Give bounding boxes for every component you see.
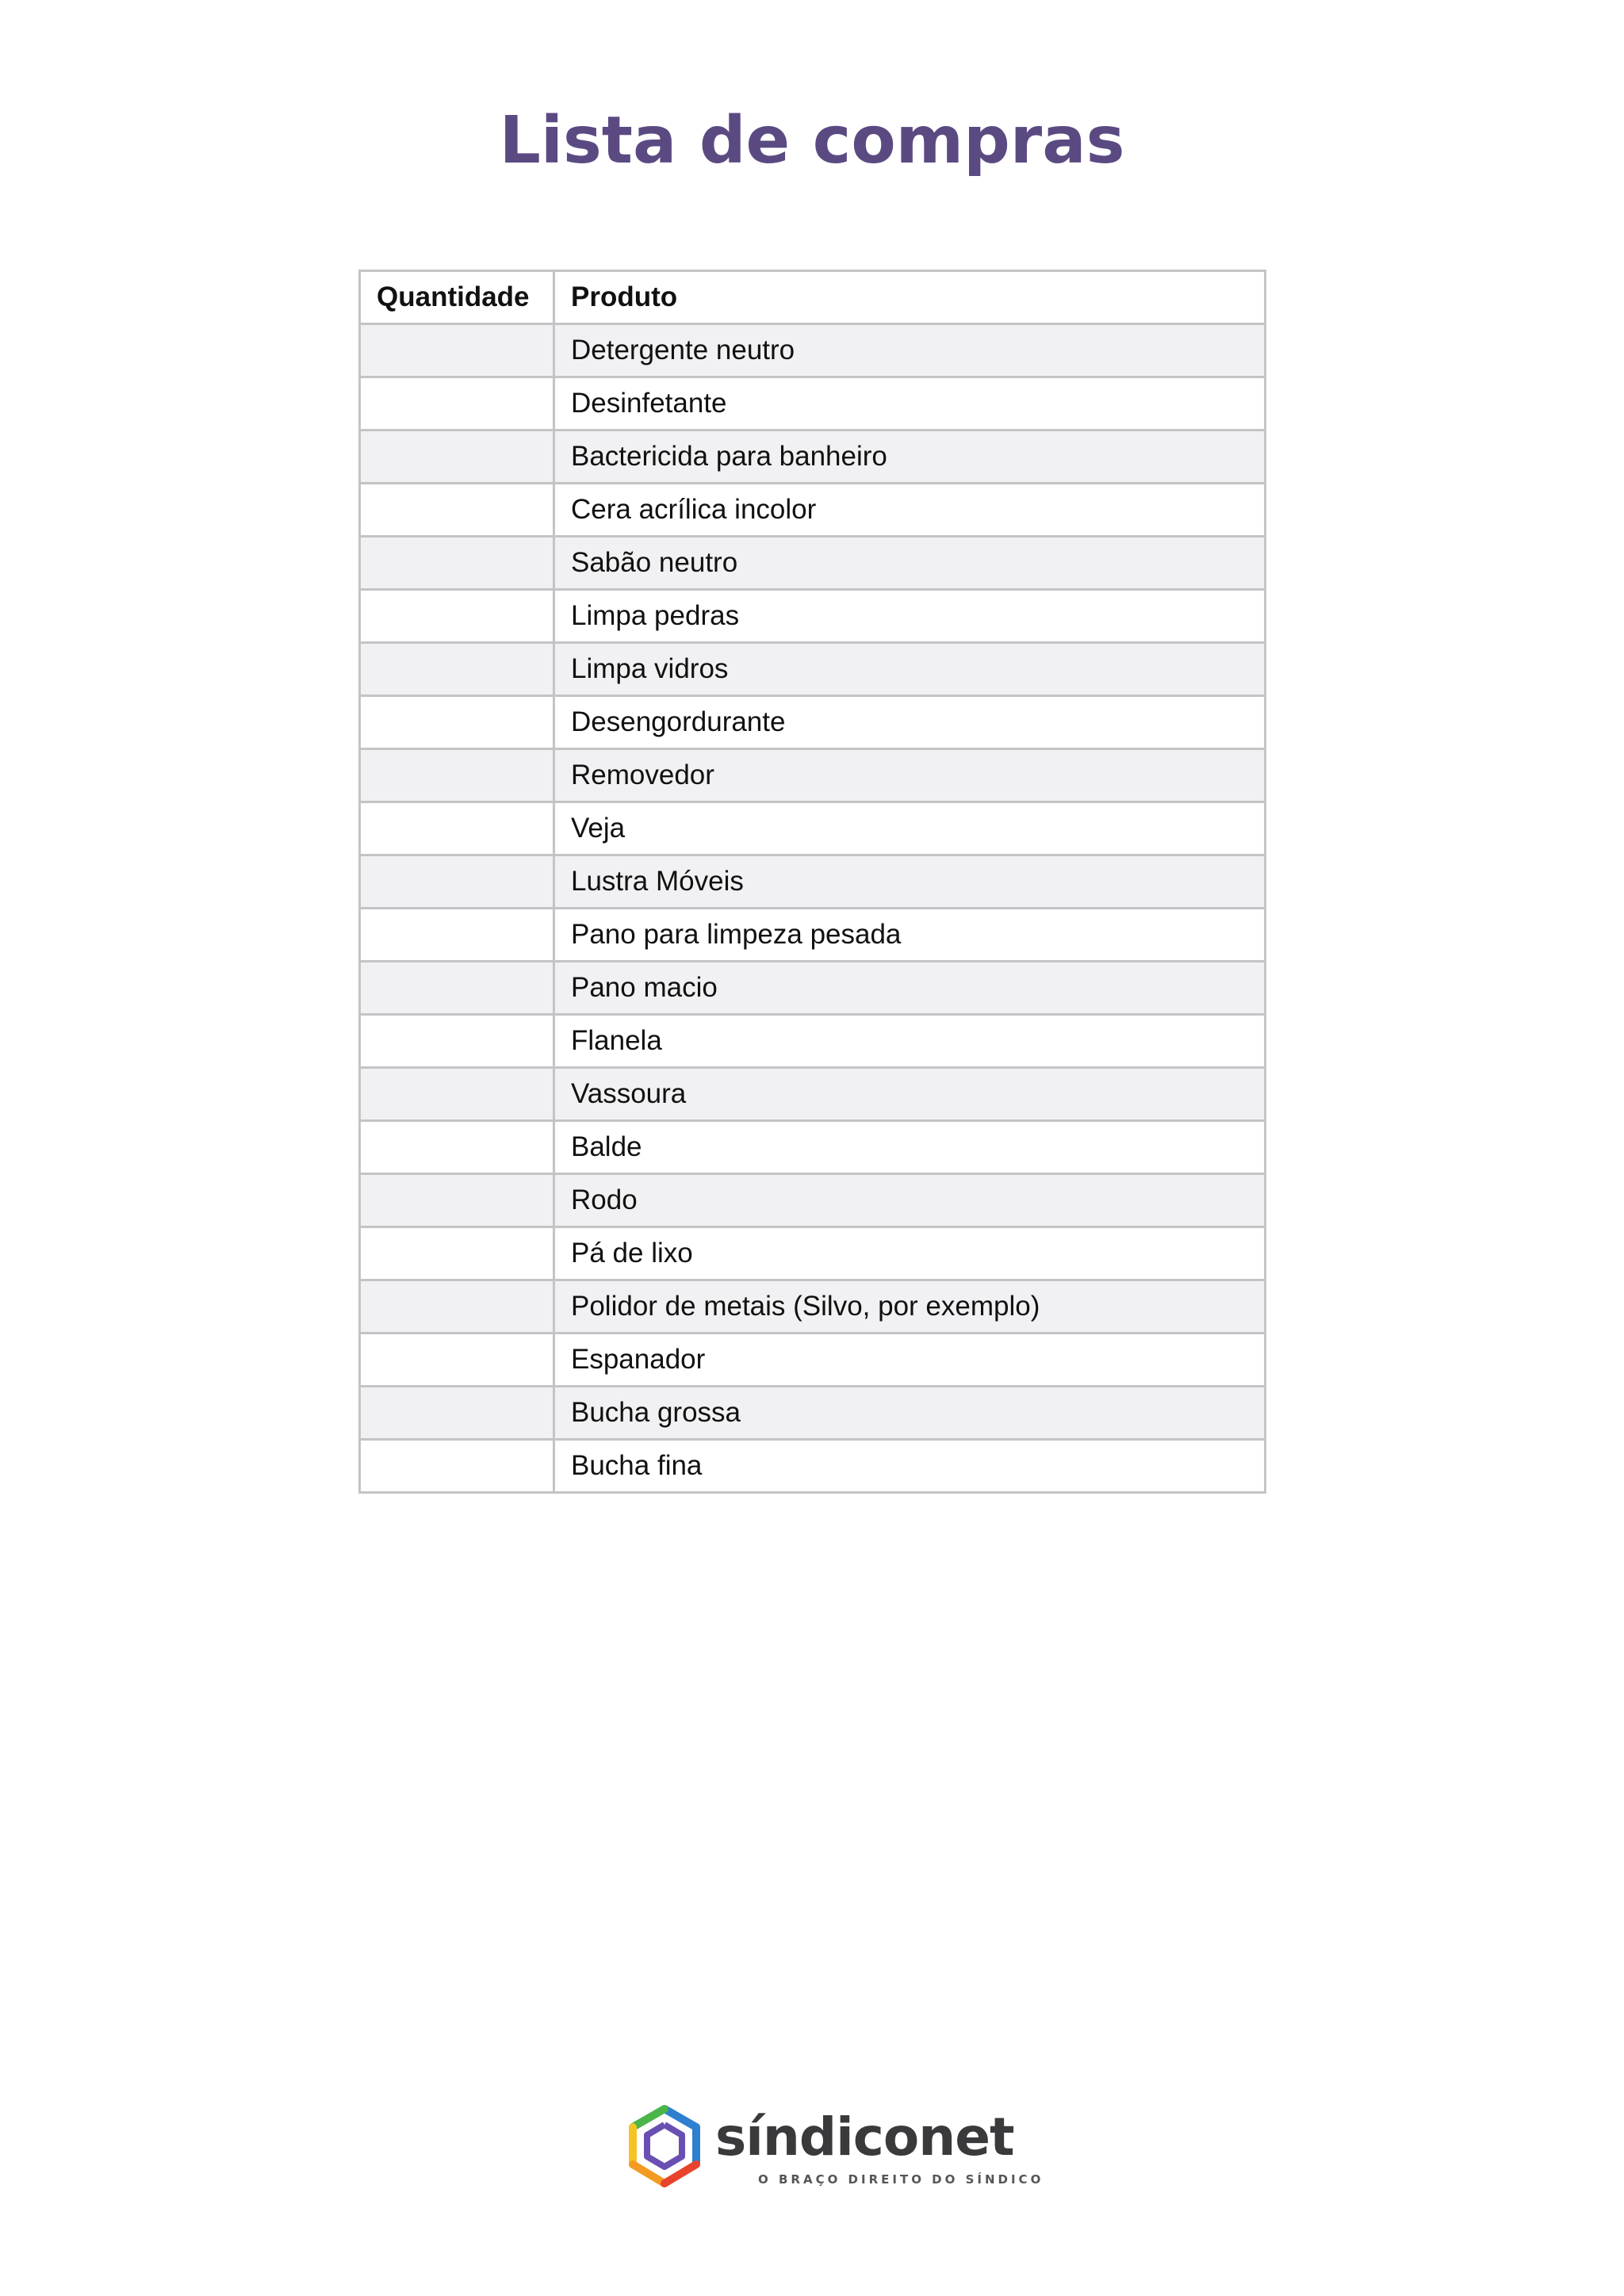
quantity-cell[interactable]	[360, 1387, 554, 1440]
quantity-cell[interactable]	[360, 484, 554, 537]
product-cell: Rodo	[554, 1174, 1266, 1227]
product-cell: Desengordurante	[554, 696, 1266, 749]
quantity-cell[interactable]	[360, 590, 554, 643]
quantity-cell[interactable]	[360, 324, 554, 377]
table-row	[360, 430, 1266, 484]
quantity-cell[interactable]	[360, 909, 554, 962]
table-header-row	[360, 271, 1266, 324]
quantity-cell[interactable]	[360, 855, 554, 909]
product-cell: Sabão neutro	[554, 537, 1266, 590]
product-cell: Removedor	[554, 749, 1266, 802]
quantity-cell[interactable]	[360, 1280, 554, 1334]
product-cell: Limpa vidros	[554, 643, 1266, 696]
quantity-cell[interactable]	[360, 643, 554, 696]
product-cell: Veja	[554, 802, 1266, 855]
product-cell: Desinfetante	[554, 377, 1266, 430]
product-cell: Polidor de metais (Silvo, por exemplo)	[554, 1280, 1266, 1334]
table-row	[360, 484, 1266, 537]
table-row	[360, 1440, 1266, 1493]
table-row	[360, 643, 1266, 696]
quantity-cell[interactable]	[360, 1015, 554, 1068]
product-cell: Vassoura	[554, 1068, 1266, 1121]
page-title: Lista de compras	[499, 103, 1125, 178]
sindiconet-logo-icon	[623, 2103, 706, 2191]
quantity-cell[interactable]	[360, 537, 554, 590]
product-cell: Balde	[554, 1121, 1266, 1174]
quantity-cell[interactable]	[360, 1440, 554, 1493]
product-cell: Bucha grossa	[554, 1387, 1266, 1440]
header-product: Produto	[554, 271, 1266, 324]
product-cell: Bactericida para banheiro	[554, 430, 1266, 484]
quantity-cell[interactable]	[360, 1334, 554, 1387]
brand-tagline: O BRAÇO DIREITO DO SÍNDICO	[758, 2172, 1044, 2187]
table-row	[360, 749, 1266, 802]
quantity-cell[interactable]	[360, 1121, 554, 1174]
table-row	[360, 696, 1266, 749]
table-row	[360, 909, 1266, 962]
table-row	[360, 1015, 1266, 1068]
quantity-cell[interactable]	[360, 1174, 554, 1227]
brand-logo	[623, 2103, 1044, 2198]
table-row	[360, 324, 1266, 377]
quantity-cell[interactable]	[360, 962, 554, 1015]
table-row	[360, 1334, 1266, 1387]
quantity-cell[interactable]	[360, 377, 554, 430]
table-row	[360, 1227, 1266, 1280]
table-row	[360, 1280, 1266, 1334]
brand-name: síndiconet	[715, 2107, 1014, 2168]
product-cell: Flanela	[554, 1015, 1266, 1068]
table-row	[360, 802, 1266, 855]
product-cell: Pano para limpeza pesada	[554, 909, 1266, 962]
shopping-list-table	[358, 270, 1266, 1494]
table-row	[360, 1121, 1266, 1174]
product-cell: Detergente neutro	[554, 324, 1266, 377]
quantity-cell[interactable]	[360, 749, 554, 802]
quantity-cell[interactable]	[360, 802, 554, 855]
quantity-cell[interactable]	[360, 1227, 554, 1280]
product-cell: Espanador	[554, 1334, 1266, 1387]
product-cell: Cera acrílica incolor	[554, 484, 1266, 537]
product-cell: Lustra Móveis	[554, 855, 1266, 909]
table-row	[360, 1174, 1266, 1227]
table-row	[360, 855, 1266, 909]
product-cell: Pano macio	[554, 962, 1266, 1015]
table-row	[360, 537, 1266, 590]
product-cell: Bucha fina	[554, 1440, 1266, 1493]
product-cell: Pá de lixo	[554, 1227, 1266, 1280]
table-row	[360, 1387, 1266, 1440]
table-row	[360, 1068, 1266, 1121]
table-row	[360, 377, 1266, 430]
header-quantity: Quantidade	[360, 271, 554, 324]
quantity-cell[interactable]	[360, 1068, 554, 1121]
table-row	[360, 962, 1266, 1015]
quantity-cell[interactable]	[360, 430, 554, 484]
quantity-cell[interactable]	[360, 696, 554, 749]
product-cell: Limpa pedras	[554, 590, 1266, 643]
table-row	[360, 590, 1266, 643]
